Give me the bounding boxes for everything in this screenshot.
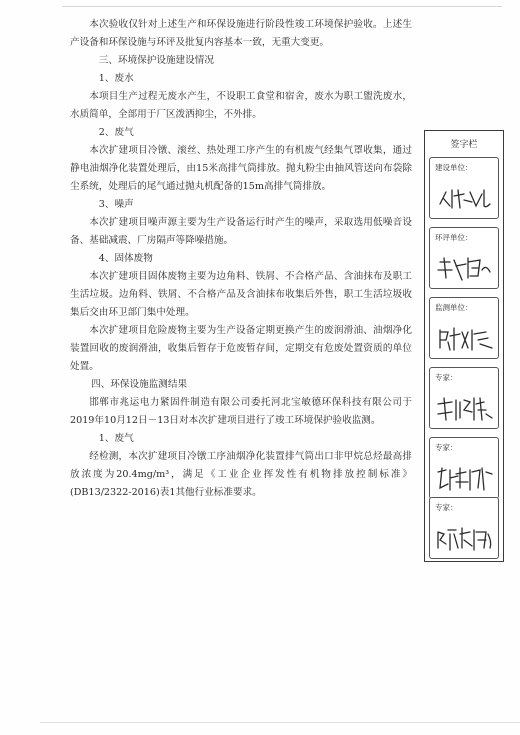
paragraph-waste-gas: 本次扩建项目冷镦、滚丝、热处理工序产生的有机废气经集气罩收集，通过静电油烟净化装置处理后，由15米高排气筒排放。抛丸粉尘由抽风管送向布袋除尘系统，处理后的尾气通过抛丸机配备的15m高排气筒排放。 — [70, 145, 412, 192]
paragraph-hazardous-waste: 本次扩建项目危险废物主要为生产设备定期更换产生的废润滑油、油烟净化装置回收的废润滑油，收集后暂存于危废暂存间，定期交有危废处置资质的单位处置。 — [70, 325, 412, 372]
section-heading-4: 四、环保设施监测结果 — [91, 379, 188, 390]
signature-label: 建设单位： — [435, 163, 473, 172]
signature-panel-title: 签字栏 — [450, 140, 478, 150]
signature-box-expert-3 — [429, 497, 499, 559]
subheading-waste-gas-result: 1、废气 — [98, 433, 134, 444]
bottom-edge-line — [40, 722, 520, 723]
handwritten-signature — [434, 250, 496, 284]
signature-panel — [424, 130, 504, 562]
handwritten-signature — [434, 460, 496, 494]
subheading-solid-waste: 4、固体废物 — [98, 253, 153, 264]
body-text — [70, 16, 412, 502]
signature-box-monitoring-unit — [429, 297, 499, 359]
handwritten-signature — [434, 320, 496, 354]
signature-box-expert-1 — [429, 367, 499, 429]
signature-box-construction-unit — [429, 157, 499, 219]
paragraph-waste-gas-result: 经检测，本次扩建项目冷镦工序油烟净化装置排气筒出口非甲烷总烃最高排放浓度为20.4mg/m³，满足《工业企业挥发性有机物排放控制标准》(DB13/2322-2016)表1其他行业标准要求。 — [70, 451, 412, 498]
signature-box-eia-unit — [429, 227, 499, 289]
paragraph-scope: 本次验收仅针对上述生产和环保设施进行阶段性竣工环境保护验收。上述生产设备和环保设施与环评及批复内容基本一致，无重大变更。 — [70, 19, 412, 48]
section-heading-3: 三、环境保护设施建设情况 — [98, 55, 214, 66]
handwritten-signature — [434, 520, 496, 554]
paragraph-wastewater: 本项目生产过程无废水产生，不设职工食堂和宿舍，废水为职工盥洗废水，水质简单，全部用于厂区泼洒抑尘，不外排。 — [70, 91, 412, 120]
signature-label: 专家： — [435, 443, 458, 452]
paragraph-noise: 本次扩建项目噪声源主要为生产设备运行时产生的噪声，采取选用低噪音设备、基础减震、厂房隔声等降噪措施。 — [70, 217, 412, 246]
signature-label: 监测单位： — [435, 303, 473, 312]
paragraph-monitoring: 邯郸市兆运电力紧固件制造有限公司委托河北宝敏德环保科技有限公司于2019年10月12日－13日对本次扩建项目进行了竣工环境保护验收监测。 — [70, 397, 412, 426]
signature-label: 专家： — [435, 503, 458, 512]
signature-label: 专家： — [435, 373, 458, 382]
top-edge-line — [62, 6, 502, 7]
signature-box-expert-2 — [429, 437, 499, 499]
paragraph-solid-waste: 本次扩建项目固体废物主要为边角料、铁屑、不合格产品、含油抹布及职工生活垃圾。边角料、铁屑、不合格产品及含油抹布收集后外售，职工生活垃圾收集后交由环卫部门集中处理。 — [70, 271, 412, 318]
subheading-waste-gas: 2、废气 — [98, 127, 134, 138]
handwritten-signature — [434, 180, 496, 214]
signature-label: 环评单位： — [435, 233, 473, 242]
subheading-wastewater: 1、废水 — [98, 73, 134, 84]
handwritten-signature — [434, 390, 496, 424]
subheading-noise: 3、噪声 — [98, 199, 134, 210]
